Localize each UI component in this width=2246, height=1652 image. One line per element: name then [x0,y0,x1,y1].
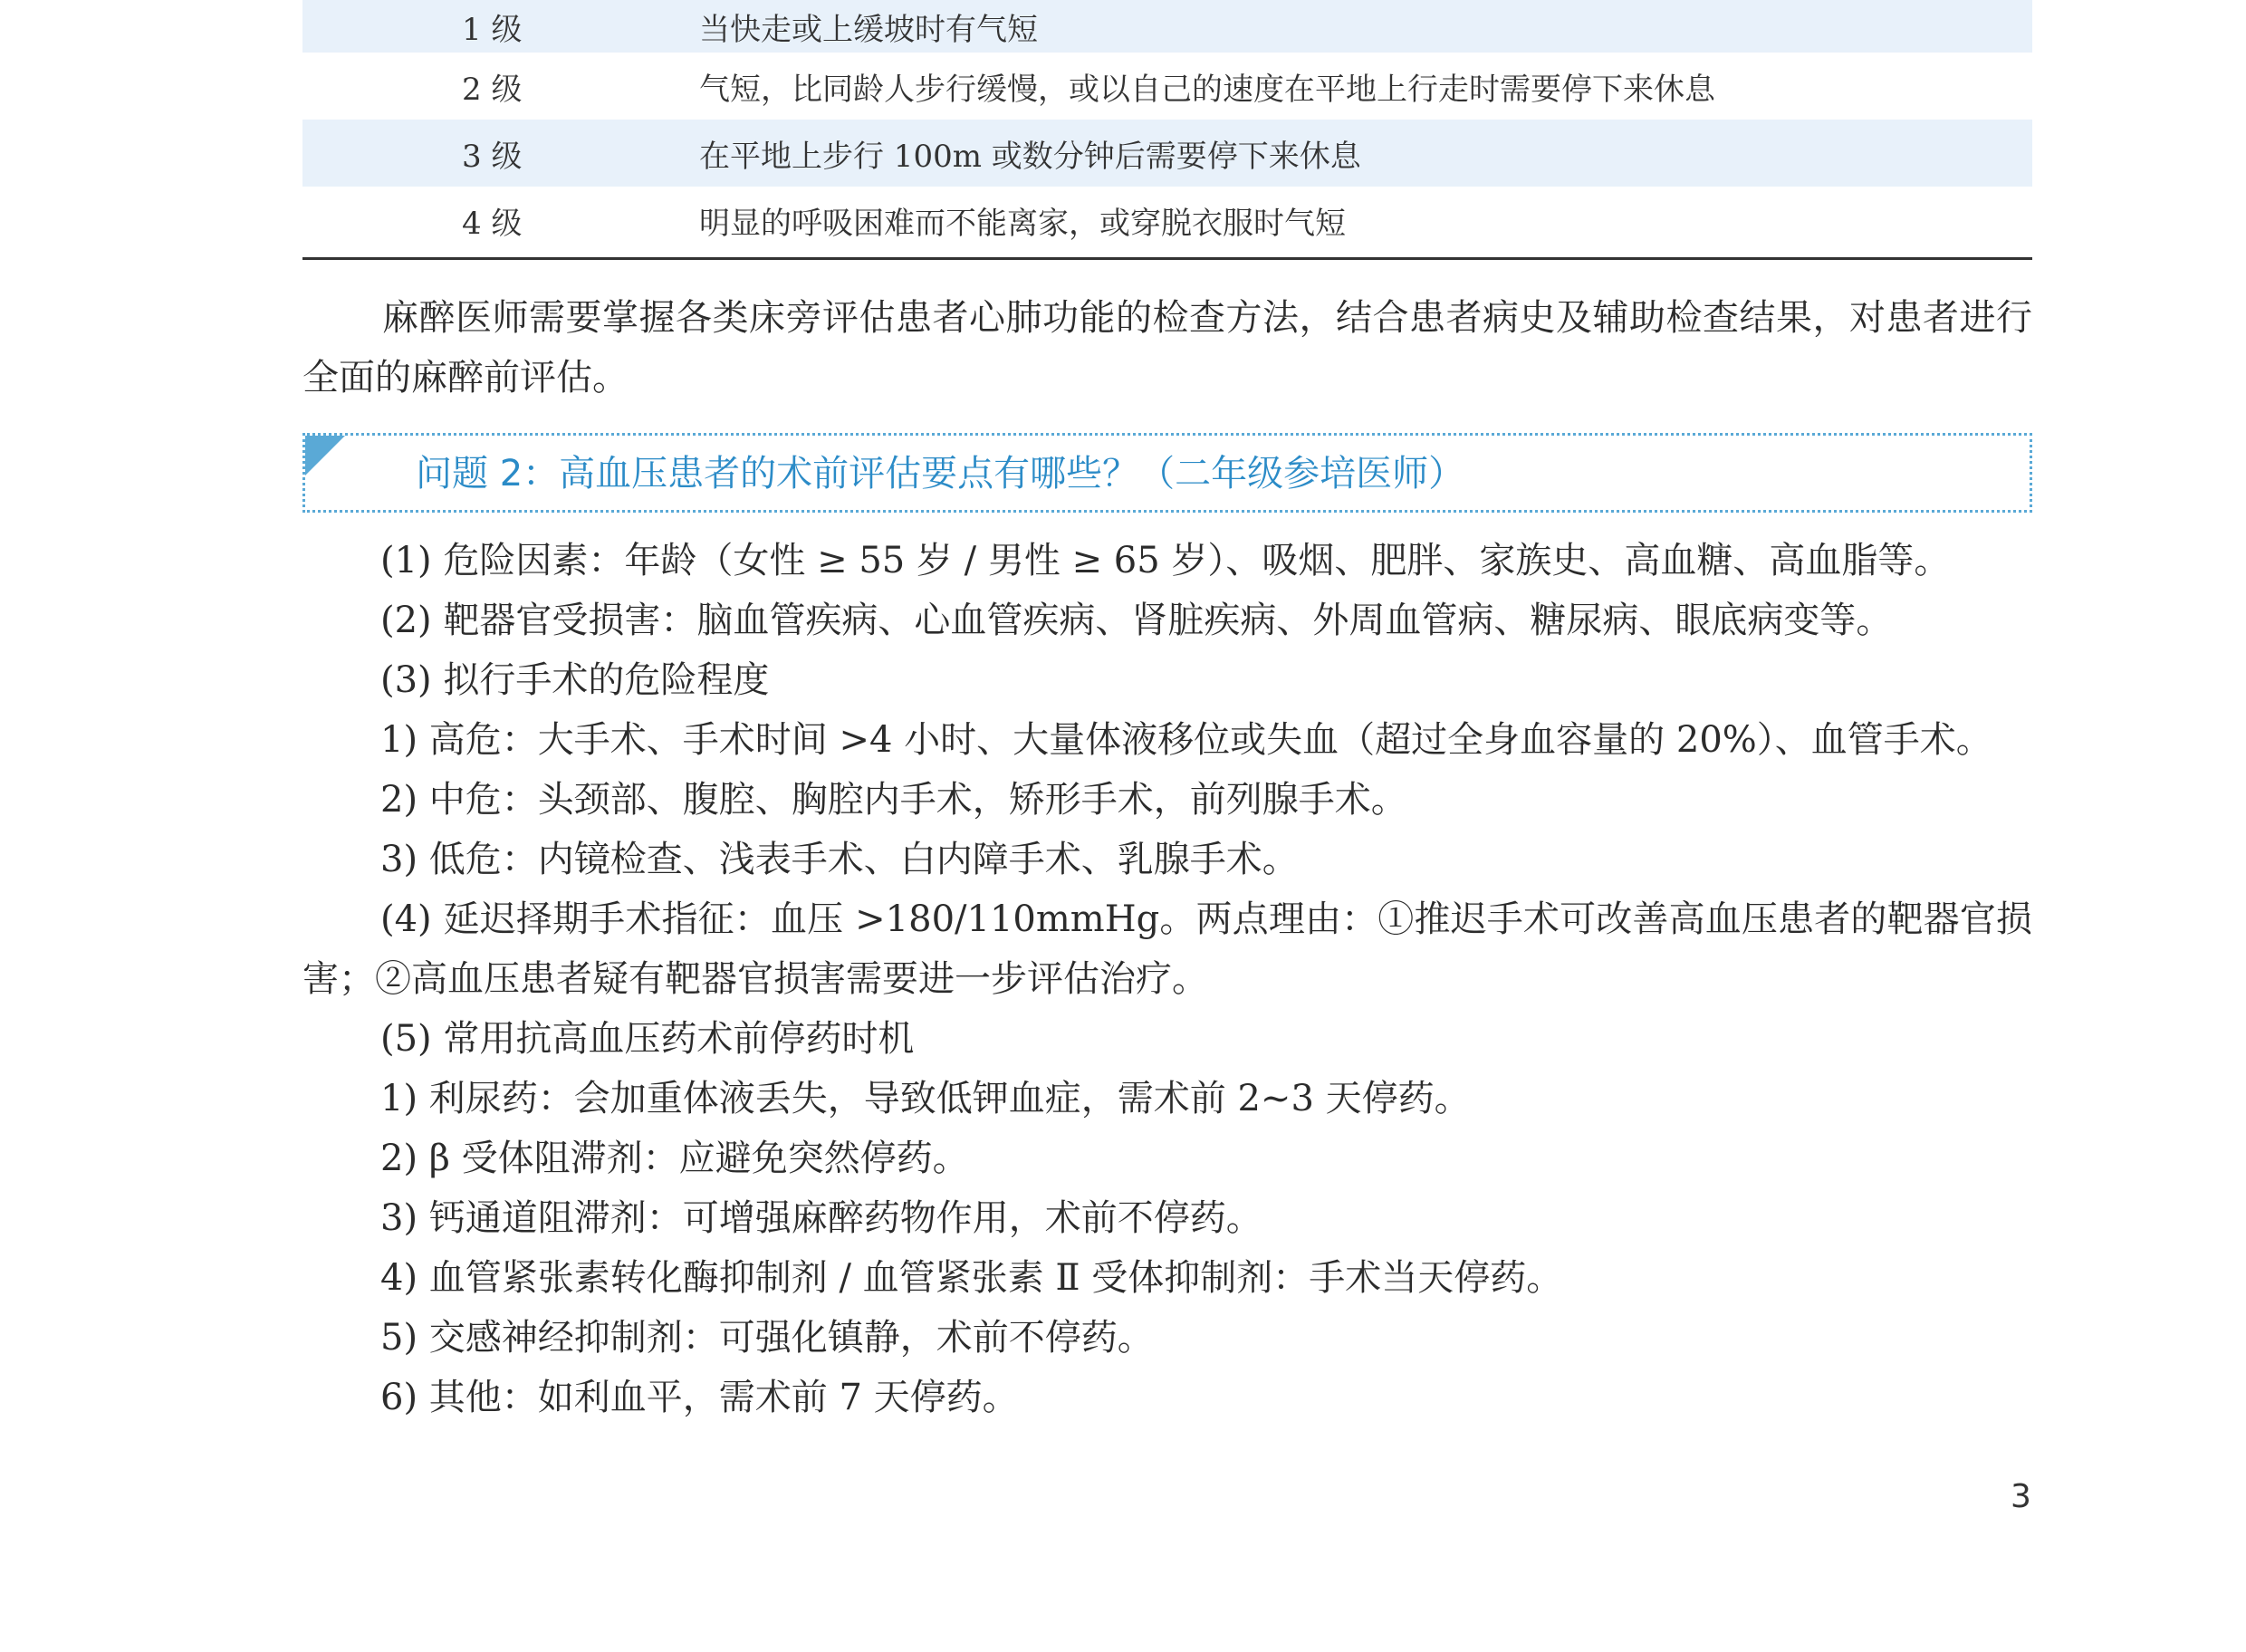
intro-paragraph: 麻醉医师需要掌握各类床旁评估患者心肺功能的检查方法，结合患者病史及辅助检查结果，对患者进行全面的麻醉前评估。 [302,297,2032,399]
list-item: 4) 血管紧张素转化酶抑制剂 / 血管紧张素 Ⅱ 受体抑制剂：手术当天停药。 [380,1257,1563,1299]
table-cell-description: 明显的呼吸困难而不能离家，或穿脱衣服时气短 [699,205,1346,242]
list-item: (4) 延迟择期手术指征：血压 >180/110mmHg。两点理由：①推迟手术可改善高血压患者的靶器官损害；②高血压患者疑有靶器官损害需要进一步评估治疗。 [302,898,2032,1000]
list-item: (5) 常用抗高血压药术前停药时机 [380,1018,915,1060]
list-item: 1) 利尿药：会加重体液丢失，导致低钾血症，需术前 2~3 天停药。 [380,1078,1471,1119]
table-cell-description: 当快走或上缓坡时有气短 [699,11,1038,48]
answer-content [302,531,2032,1427]
table-bottom-rule [302,257,2032,260]
dyspnea-grade-table [302,0,2032,254]
list-item: 2) β 受体阻滞剂：应避免突然停药。 [380,1138,969,1179]
table-cell-grade: 2 级 [462,71,523,108]
list-item: 5) 交感神经抑制剂：可强化镇静，术前不停药。 [380,1317,1154,1359]
list-item: (3) 拟行手术的危险程度 [380,659,770,701]
list-item: 6) 其他：如利血平，需术前 7 天停药。 [380,1377,1019,1418]
table-cell-grade: 4 级 [462,205,523,242]
table-row [302,120,2032,187]
list-item: 3) 钙通道阻滞剂：可增强麻醉药物作用，术前不停药。 [380,1197,1262,1239]
table-row [302,187,2032,254]
table-row [302,53,2032,120]
list-item: 2) 中危：头颈部、腹腔、胸腔内手术，矫形手术，前列腺手术。 [380,779,1407,821]
table-row [302,0,2032,53]
list-item: (1) 危险因素：年龄（女性 ≥ 55 岁 / 男性 ≥ 65 岁）、吸烟、肥胖、家族史、高血糖、高血脂等。 [380,540,1951,581]
table-cell-grade: 3 级 [462,138,523,175]
page-number: 3 [2011,1478,2031,1515]
corner-triangle-icon [305,436,345,475]
table-cell-grade: 1 级 [462,11,523,48]
question-box [302,433,2032,513]
list-item: 3) 低危：内镜检查、浅表手术、白内障手术、乳腺手术。 [380,839,1299,880]
list-item: (2) 靶器官受损害：脑血管疾病、心血管疾病、肾脏疾病、外周血管病、糖尿病、眼底病变等。 [380,600,1893,641]
question-title: 问题 2：高血压患者的术前评估要点有哪些？（二年级参培医师） [416,453,1465,495]
list-item: 1) 高危：大手术、手术时间 >4 小时、大量体液移位或失血（超过全身血容量的 20%）、血管手术。 [380,719,1992,761]
table-cell-description: 在平地上步行 100m 或数分钟后需要停下来休息 [699,138,1361,175]
table-cell-description: 气短，比同龄人步行缓慢，或以自己的速度在平地上行走时需要停下来休息 [699,71,1715,108]
